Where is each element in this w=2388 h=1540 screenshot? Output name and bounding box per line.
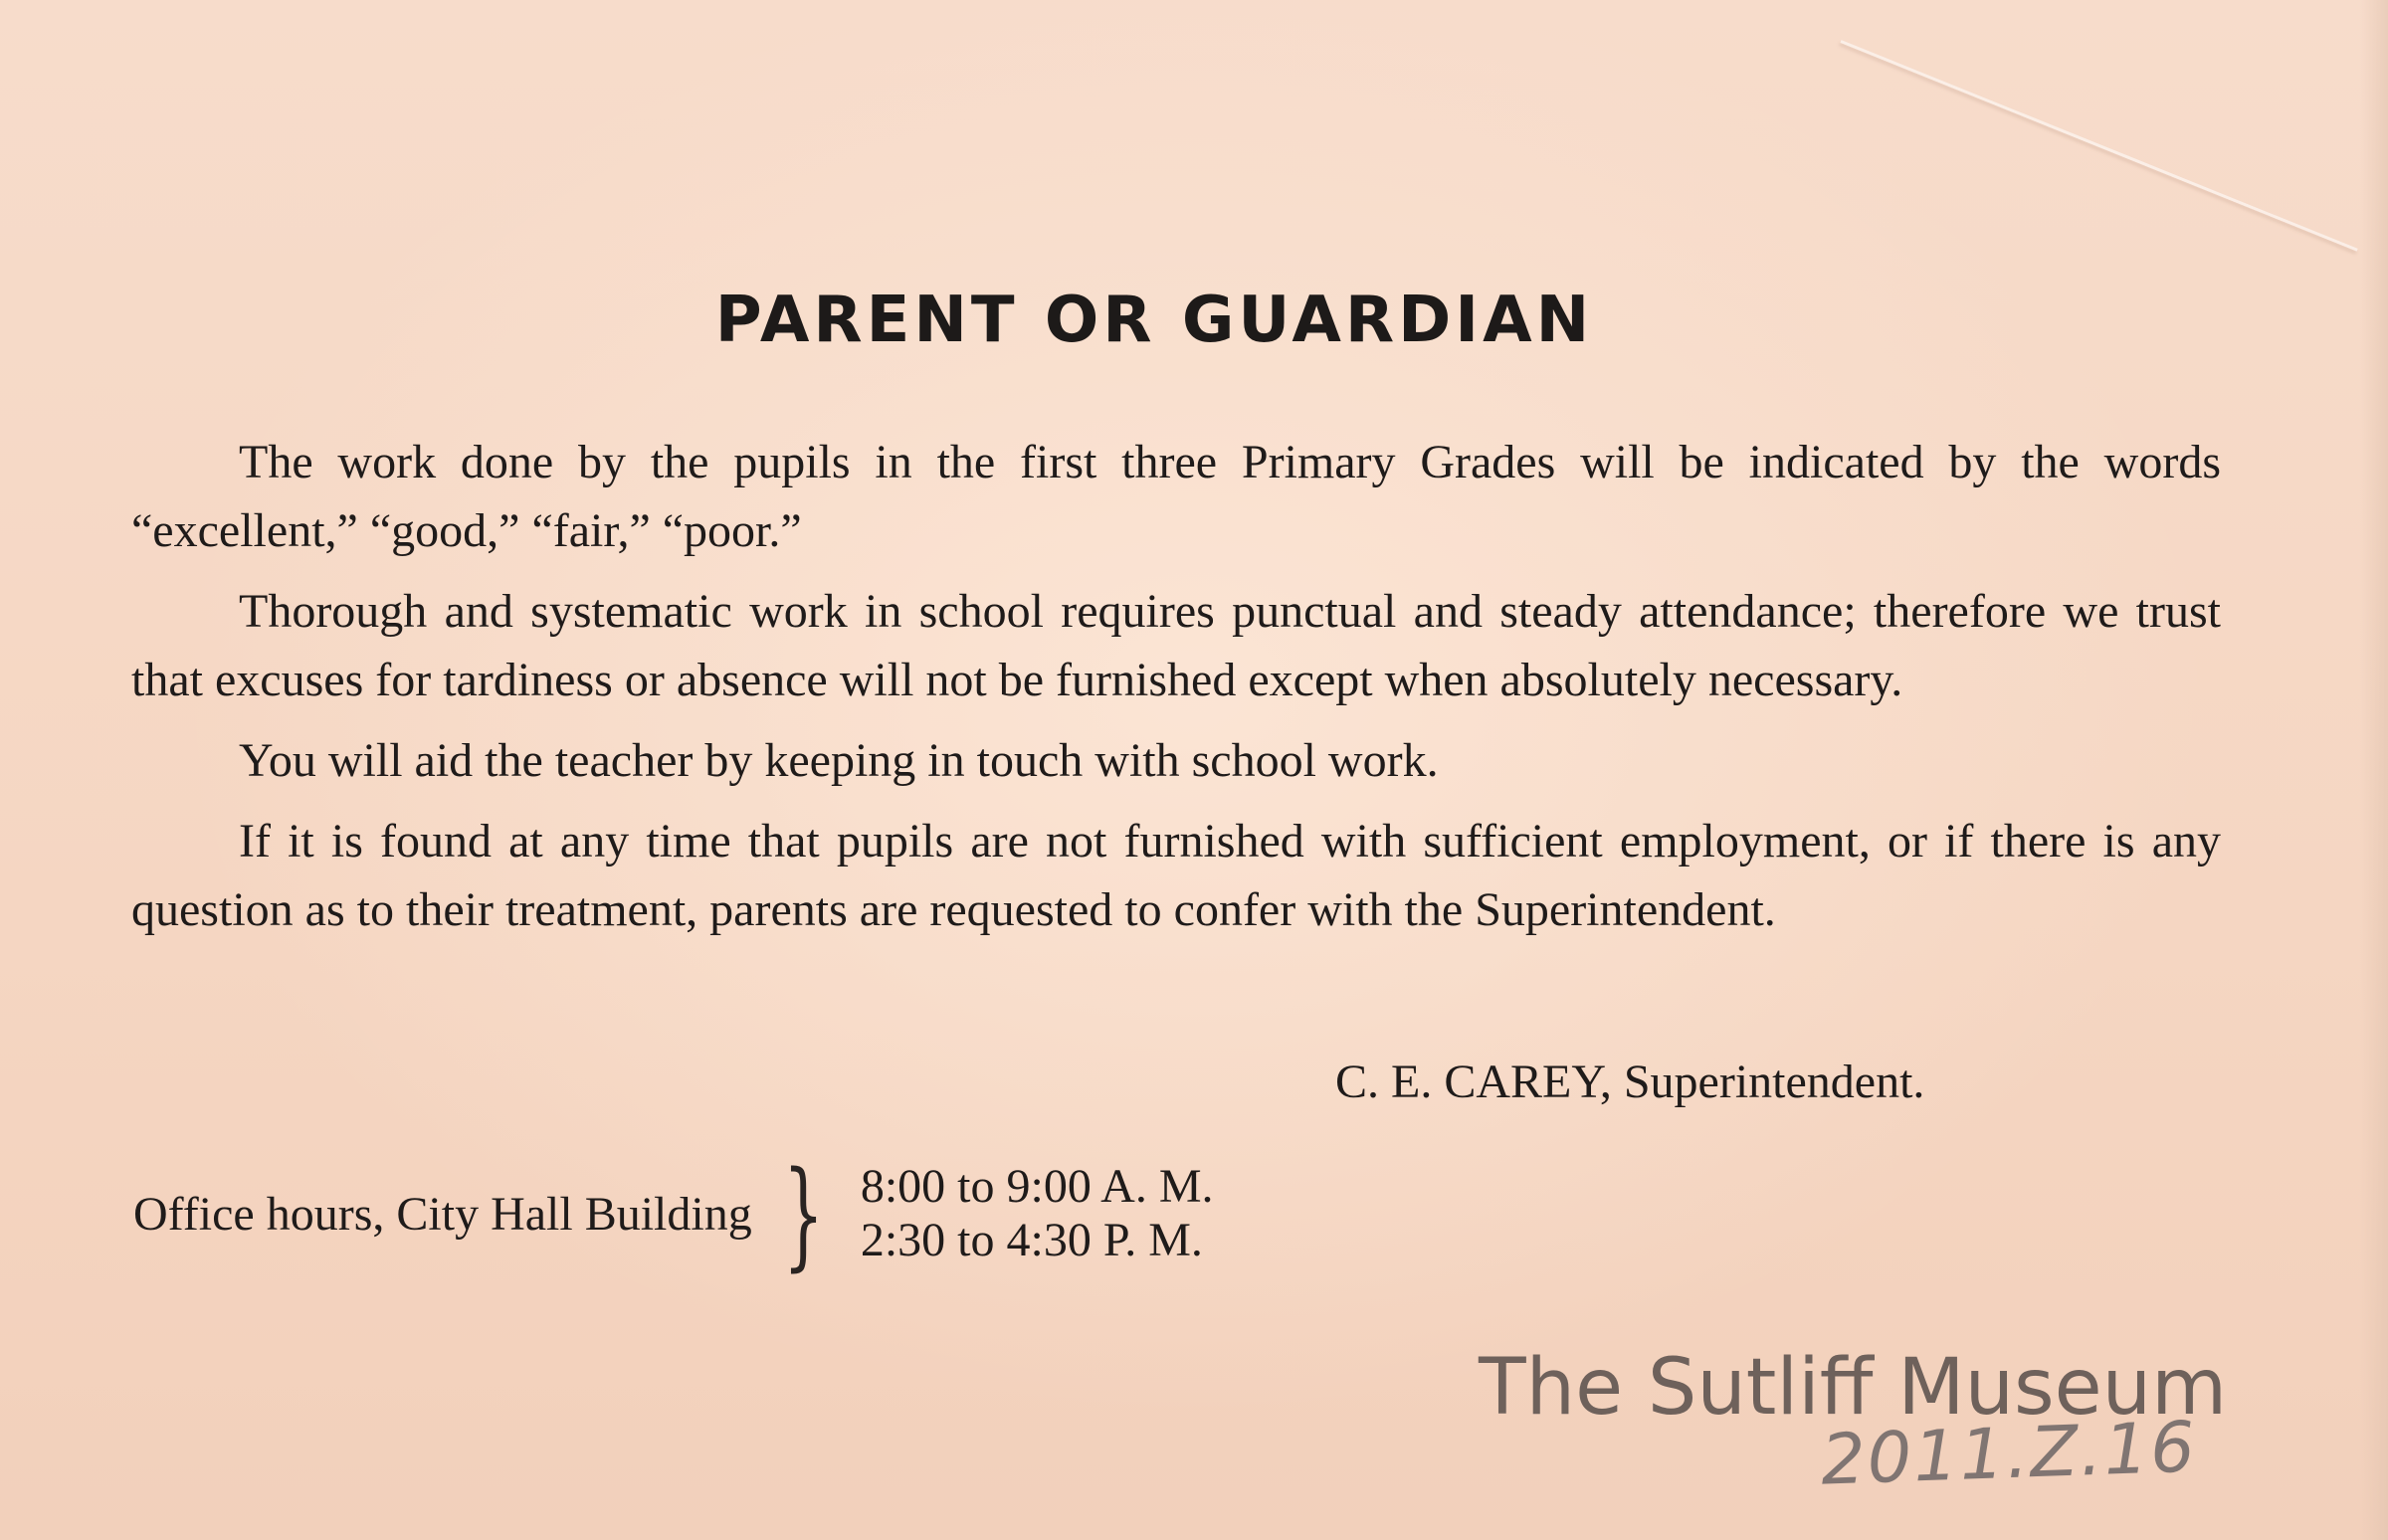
paragraph-aid-teacher: You will aid the teacher by keeping in touch with school work.	[239, 734, 1439, 787]
paper-crease	[1840, 40, 2357, 252]
paragraph-attendance: Thorough and systematic work in school requires punctual and steady attendance; therefore we trust that excuses for tardiness or absence will not be furnished except when absolutely necessary.	[131, 585, 2221, 706]
paper-edge-shadow	[2360, 0, 2388, 1540]
office-hours-times	[861, 1160, 1214, 1267]
document-heading: PARENT OR GUARDIAN	[714, 284, 1594, 357]
office-hours-afternoon: 2:30 to 4:30 P. M.	[860, 1214, 1203, 1266]
paragraph-grades: The work done by the pupils in the first three Primary Grades will be indicated by the words “excellent,” “good,” “fair,” “poor.”	[131, 436, 2221, 557]
paragraph-confer: If it is found at any time that pupils are not furnished with sufficient employment, or if there is any question as to their treatment, parents are requested to confer with the Superintendent.	[131, 815, 2221, 936]
museum-watermark: The Sutliff Museum	[1479, 1343, 2228, 1433]
brace-icon: }	[782, 1145, 824, 1282]
accession-number: 2011.Z.16	[1819, 1406, 2199, 1501]
signature-line: C. E. CAREY, Superintendent.	[1335, 1056, 1925, 1108]
document-body	[131, 428, 2221, 956]
office-hours-label: Office hours, City Hall Building	[133, 1187, 752, 1241]
office-hours	[133, 1145, 1214, 1282]
office-hours-morning: 8:00 to 9:00 A. M.	[860, 1160, 1214, 1213]
